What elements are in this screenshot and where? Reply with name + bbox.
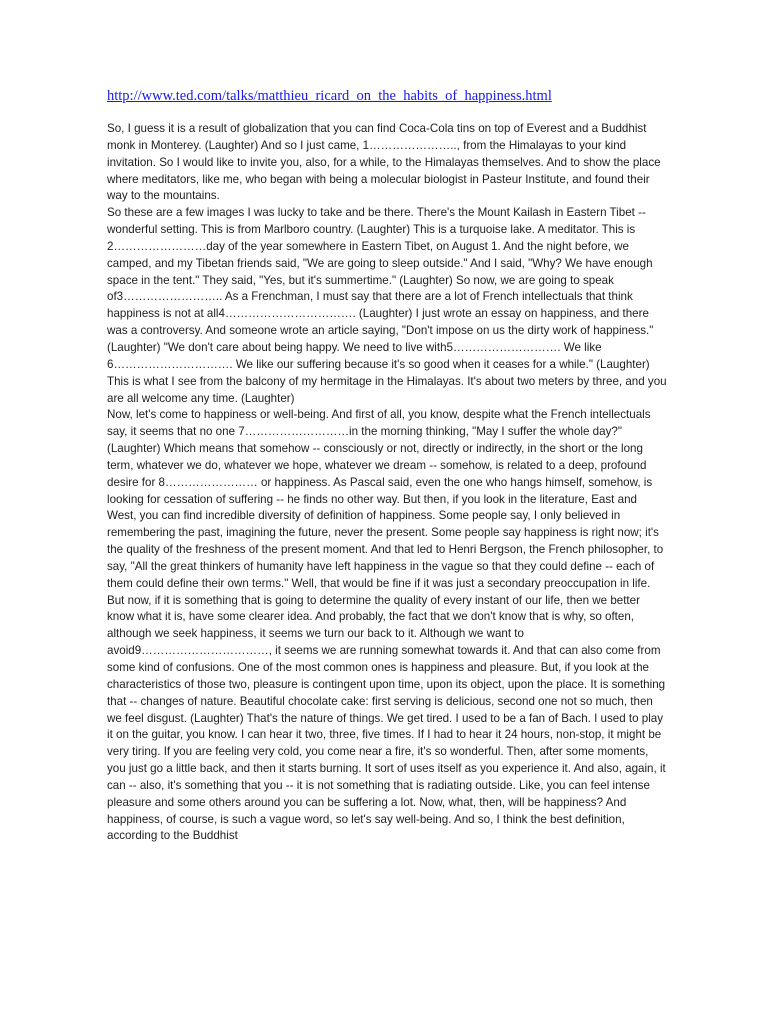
transcript-body bbox=[107, 121, 668, 845]
paragraph-balcony: This is what I see from the balcony of my hermitage in the Himalayas. It's about two meters by three, and you are all welcome any time. (Laughter) bbox=[107, 374, 667, 405]
paragraph-happiness: Now, let's come to happiness or well-being. And first of all, you know, despite what the French intellectuals say, it seems that no one 7………………………in the morning thinking, "May I suffer the whole day?" (Laughter) Which means that somehow -- consciously or not, directly or indirectly, in the short or the long term, whatever we do, whatever we hope, whatever we dream -- somehow, is related to a deep, profound desire for 8…………………… or happiness. As Pascal said, even the one who hangs himself, somehow, is looking for cessation of suffering -- he finds no other way. But then, if you look in the literature, East and West, you can find incredible diversity of definition of happiness. Some people say, I only believed in remembering the past, imagining the future, never the present. Some people say happiness is right now; it's the quality of the freshness of the present moment. And that led to Henri Bergson, the French philosopher, to say, "All the great thinkers of humanity have left happiness in the vague so that they could define -- each of them could define their own terms." Well, that would be fine if it was just a secondary preoccupation in life. But now, if it is something that is going to determine the quality of every instant of our life, then we better know what it is, have some clearer idea. And probably, the fact that we don't know that is why, so often, although we seek happiness, it seems we turn our back to it. Although we want to avoid9……………………………, it seems we are running somewhat towards it. And that can also come from some kind of confusions. One of the most common ones is happiness and pleasure. But, if you look at the characteristics of those two, pleasure is contingent upon time, upon its object, upon the place. It is something that -- changes of nature. Beautiful chocolate cake: first serving is delicious, second one not so much, then we feel disgust. (Laughter) That's the nature of things. We get tired. I used to be a fan of Bach. I used to play it on the guitar, you know. I can hear it two, three, five times. If I had to hear it 24 hours, non-stop, it might be very tiring. If you are feeling very cold, you come near a fire, it's so wonderful. Then, after some moments, you just go a little back, and then it starts burning. It sort of uses itself as you experience it. And also, again, it can -- also, it's something that you -- it is not something that is radiating outside. Like, you can feel intense pleasure and some others around you can be suffering a lot. Now, what, then, will be happiness? And happiness, of course, is such a vague word, so let's say well-being. And so, I think the best definition, according to the Buddhist bbox=[107, 408, 666, 843]
paragraph-images: So these are a few images I was lucky to take and be there. There's the Mount Kailash in Eastern Tibet -- wonderful setting. This is from Marlboro country. (Laughter) This is a turquoise lake. A meditator. This is 2……………………day of the year somewhere in Eastern Tibet, on August 1. And the night before, we camped, and my Tibetan friends said, "We are going to sleep outside." And I said, "Why? We have enough space in the tent." They said, "Yes, but it's summertime." (Laughter) So now, we are going to speak of3…………………….. As a Frenchman, I must say that there are a lot of French intellectuals that think happiness is not at all4……………………………. (Laughter) I just wrote an essay on happiness, and there was a controversy. And someone wrote an article saying, "Don't impose on us the dirty work of happiness." (Laughter) "We don't care about being happy. We need to live with5………………………. We like 6…………………………. We like our suffering because it's so good when it ceases for a while." (Laughter) bbox=[107, 206, 654, 371]
paragraph-intro: So, I guess it is a result of globalization that you can find Coca-Cola tins on top of Everest and a Buddhist monk in Monterey. (Laughter) And so I just came, 1………………….., from the Himalayas to your kind invitation. So I would like to invite you, also, for a while, to the Himalayas themselves. And to show the place where meditators, like me, who began with being a molecular biologist in Pasteur Institute, and found their way to the mountains. bbox=[107, 122, 661, 203]
ted-talk-link[interactable]: http://www.ted.com/talks/matthieu_ricard_on_the_habits_of_happiness.html bbox=[107, 88, 552, 104]
